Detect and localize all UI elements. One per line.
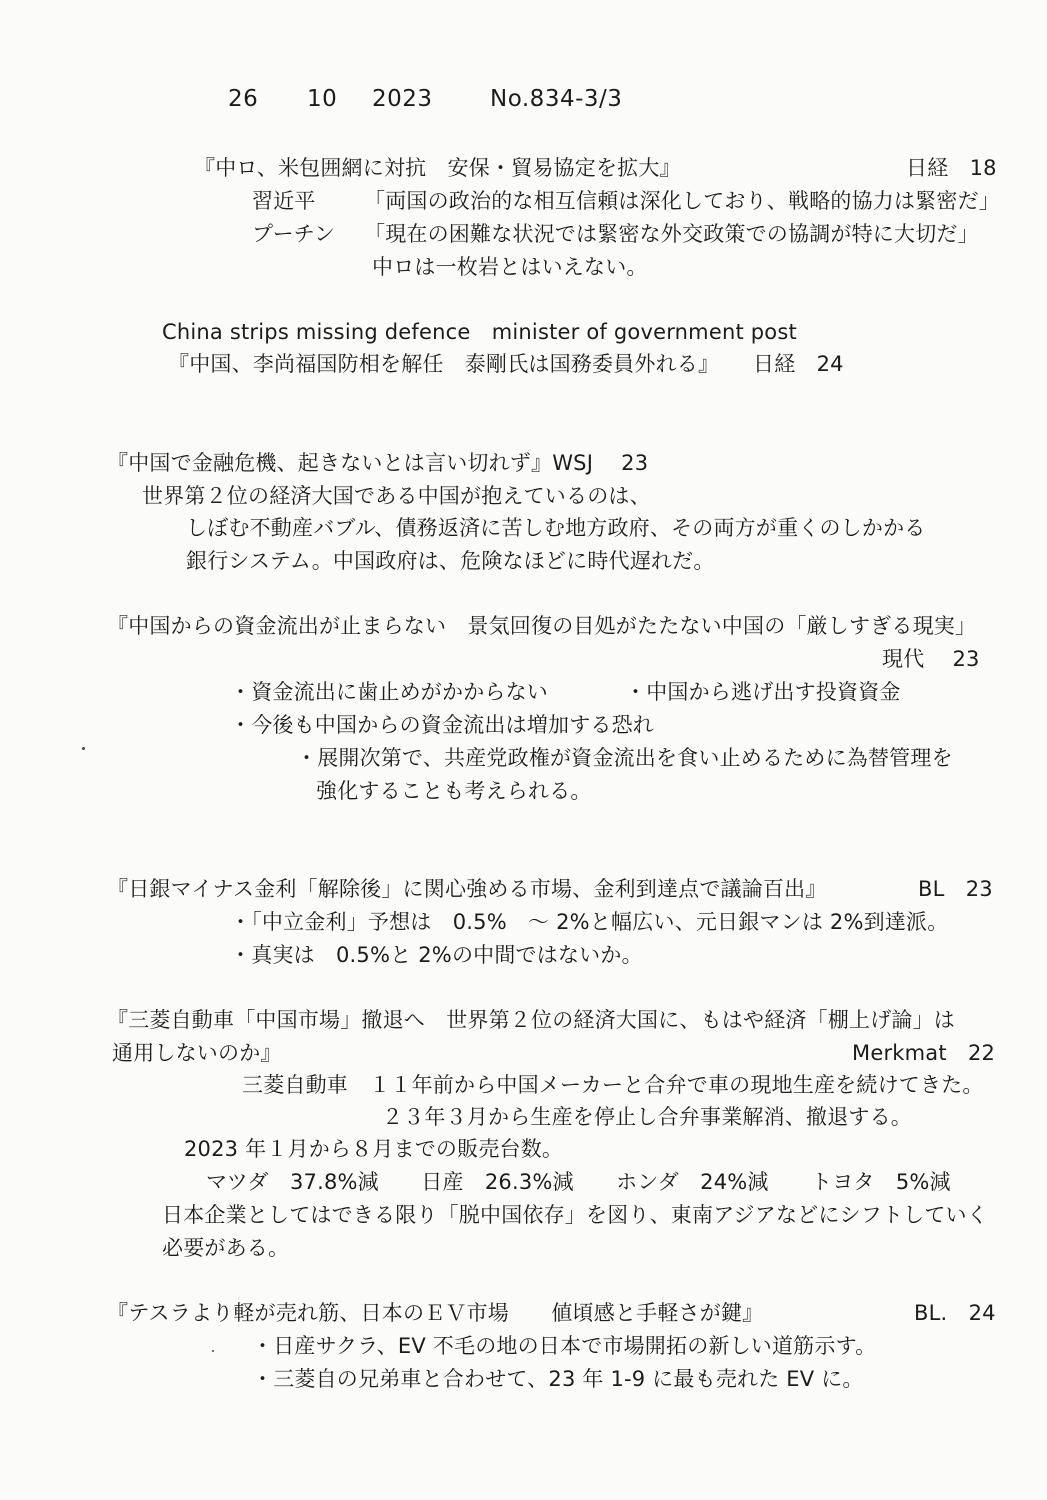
article-3-line-2: しぼむ不動産バブル、債務返済に苦しむ地方政府、その両方が重くのしかかる	[186, 516, 926, 540]
article-4-bullet-3: ・今後も中国からの資金流出は増加する恐れ	[230, 713, 654, 737]
article-6-line-5: 日本企業としてはできる限り「脱中国依存」を図り、東南アジアなどにシフトしていく	[162, 1203, 988, 1227]
article-1-title: 『中ロ、米包囲網に対抗 安保・貿易協定を拡大』	[194, 156, 681, 180]
article-2-title: 『中国、李尚福国防相を解任 泰剛氏は国務委員外れる』	[168, 352, 720, 376]
header-year: 2023	[372, 86, 433, 112]
article-6-line-1: 三菱自動車 １１年前から中国メーカーと合弁で車の現地生産を続けてきた。	[242, 1073, 984, 1097]
article-7-bullet-1: ・日産サクラ、EV 不毛の地の日本で市場開拓の新しい道筋示す。	[252, 1334, 877, 1358]
article-5-source: BL 23	[918, 877, 993, 901]
article-7-bullet-2: ・三菱自の兄弟車と合わせて、23 年 1-9 に最も売れた EV に。	[252, 1367, 864, 1391]
article-5-title: 『日銀マイナス金利「解除後」に関心強める市場、金利到達点で議論百出』	[107, 877, 827, 901]
header-month: 10	[307, 86, 338, 112]
article-4-bullet-4a: ・展開次第で、共産党政権が資金流出を食い止めるために為替管理を	[296, 746, 953, 770]
article-3-line-1: 世界第２位の経済大国である中国が抱えているのは、	[142, 484, 651, 508]
header-number: No.834-3/3	[490, 86, 623, 112]
article-6-source: Merkmat 22	[852, 1041, 996, 1065]
article-6-line-4: マツダ 37.8%減 日産 26.3%減 ホンダ 24%減 トヨタ 5%減	[206, 1170, 951, 1194]
scan-speck	[212, 1350, 214, 1352]
article-6-line-2: ２３年３月から生産を停止し合弁事業解消、撤退する。	[382, 1105, 912, 1129]
article-1-note: 中ロは一枚岩とはいえない。	[372, 255, 648, 279]
article-4-bullet-2: ・中国から逃げ出す投資資金	[625, 680, 901, 704]
article-6-line-3: 2023 年１月から８月までの販売台数。	[184, 1137, 564, 1161]
article-4-source: 現代 23	[882, 647, 980, 671]
article-6-title-line-1: 『三菱自動車「中国市場」撤退へ 世界第２位の経済大国に、もはや経済「棚上げ論」は	[107, 1008, 955, 1032]
article-5-bullet-1: ・「中立金利」予想は 0.5% ～ 2%と幅広い、元日銀マンは 2%到達派。	[230, 910, 949, 934]
article-1-xi-quote: 「両国の政治的な相互信頼は深化しており、戦略的協力は緊密だ」	[364, 189, 1000, 213]
article-2-source: 日経 24	[753, 352, 844, 376]
article-3-title: 『中国で金融危機、起きないとは言い切れず』WSJ 23	[107, 451, 649, 475]
article-1-putin-quote: 「現在の困難な状況では緊密な外交政策での協調が特に大切だ」	[364, 222, 979, 246]
article-3-line-3: 銀行システム。中国政府は、危険なほどに時代遅れだ。	[186, 549, 715, 573]
article-4-bullet-4b: 強化することも考えられる。	[316, 779, 592, 803]
article-1-xi-name: 習近平	[252, 189, 316, 213]
article-5-bullet-2: ・真実は 0.5%と 2%の中間ではないか。	[230, 943, 643, 967]
article-4-title: 『中国からの資金流出が止まらない 景気回復の目処がたたない中国の「厳しすぎる現実」	[107, 614, 977, 638]
article-6-title-line-2: 通用しないのか』	[112, 1041, 282, 1065]
scan-speck	[82, 747, 85, 750]
article-2-english-headline: China strips missing defence minister of government post	[162, 320, 797, 344]
article-1-putin-name: プーチン	[252, 222, 336, 246]
article-1-source: 日経 18	[906, 156, 997, 180]
article-7-source: BL. 24	[914, 1301, 996, 1325]
article-6-line-6: 必要がある。	[162, 1236, 290, 1260]
header-day: 26	[228, 86, 259, 112]
article-7-title: 『テスラより軽が売れ筋、日本のＥＶ市場 値頃感と手軽さが鍵』	[107, 1301, 764, 1325]
article-4-bullet-1: ・資金流出に歯止めがかからない	[230, 680, 548, 704]
